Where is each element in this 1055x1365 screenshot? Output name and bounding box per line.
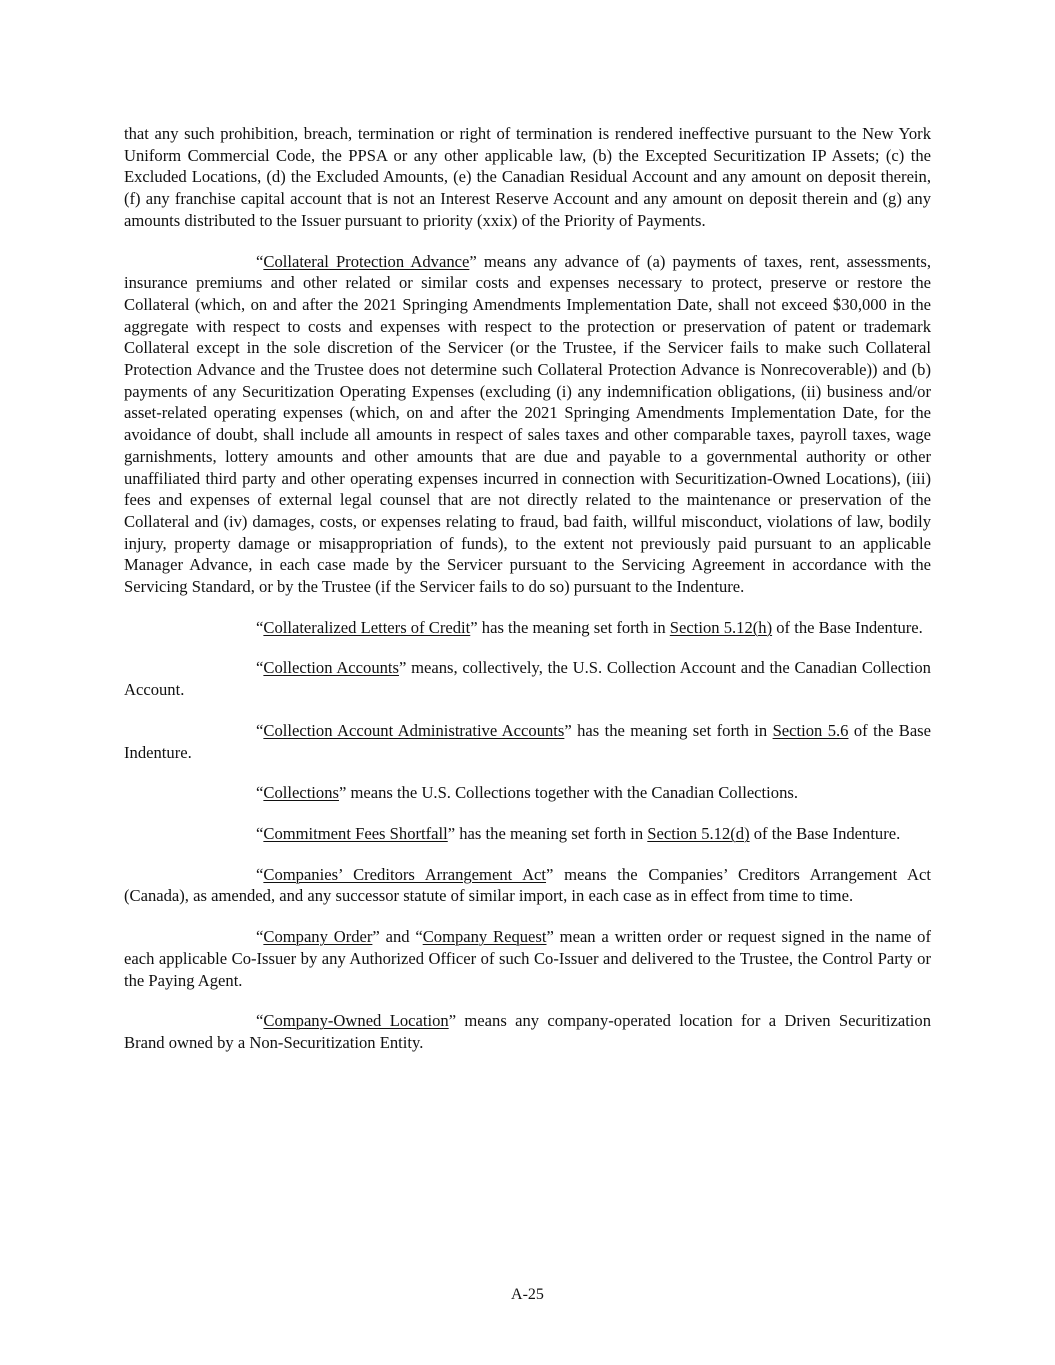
definition-text: ” has the meaning set forth in bbox=[470, 617, 670, 637]
definition-collection-account-administrative-accounts bbox=[124, 720, 931, 763]
open-quote: “ bbox=[256, 658, 264, 678]
open-quote: “ bbox=[256, 823, 264, 843]
section-reference: Section 5.6 bbox=[772, 720, 849, 740]
open-quote: “ bbox=[256, 864, 264, 884]
definition-text: ” has the meaning set forth in bbox=[447, 823, 648, 843]
definition-text: ” means, collectively, the U.S. Collection Account and the Canadian Collection Account. bbox=[124, 658, 931, 700]
defined-term: Company-Owned Location bbox=[263, 1011, 449, 1031]
definition-companies-creditors-arrangement-act bbox=[124, 864, 931, 907]
page-number: A-25 bbox=[511, 1286, 544, 1303]
definition-commitment-fees-shortfall bbox=[124, 823, 931, 845]
definition-collateral-protection-advance bbox=[124, 251, 931, 598]
definition-text: ” means any company-operated location for a Driven Securitization Brand owned by a Non-Securitization Entity. bbox=[124, 1011, 932, 1052]
defined-term: Collections bbox=[263, 783, 339, 803]
definition-text: of the Base Indenture. bbox=[772, 617, 923, 637]
section-reference: Section 5.12(h) bbox=[669, 617, 773, 637]
open-quote: “ bbox=[256, 1011, 264, 1031]
definition-text: ” means any advance of (a) payments of taxes, rent, assessments, insurance premiums and other related or similar costs and expenses necessary to protect, preserve or restore the Collateral (which, on and after the 2021 Springing Amendments Implementation Date, shall not exceed $30,000 in the aggregate with respect to costs and expenses with respect to the protection or preservation of patent or trademark Collateral except in the sole discretion of the Servicer (or the Trustee, if the Servicer fails to make such Collateral Protection Advance and the Trustee does not determine such Collateral Protection Advance is Nonrecoverable)) and (b) payments of any Securitization Operating Expenses (excluding (i) any indemnification obligations, (ii) business and/or asset-related operating expenses (which, on and after the 2021 Springing Amendments Implementation Date, for the avoidance of doubt, shall include all amounts in respect of sales taxes and other comparable taxes, payroll taxes, wage garnishments, lottery amounts and other amounts that are due and payable to a governmental authority or other unaffiliated third party and other operating expenses incurred in connection with Securitization-Owned Locations), (iii) fees and expenses of external legal counsel that are not directly related to the maintenance or preservation of the Collateral and (iv) damages, costs, or expenses relating to fraud, bad faith, willful misconduct, violations of law, bodily injury, property damage or misappropriation of funds), to the extent not previously paid pursuant to an applicable Manager Advance, in each case made by the Servicer pursuant to the Servicing Agreement in accordance with the Servicing Standard, or by the Trustee (if the Servicer fails to do so) pursuant to the Indenture. bbox=[124, 251, 931, 597]
defined-term: Collateralized Letters of Credit bbox=[263, 617, 471, 637]
open-quote: “ bbox=[256, 783, 264, 803]
definition-company-owned-location bbox=[124, 1010, 931, 1053]
defined-term: Collateral Protection Advance bbox=[263, 251, 470, 271]
defined-term: Collection Account Administrative Accounts bbox=[263, 720, 565, 740]
definition-text: ” mean a written order or request signed in the name of each applicable Co-Issuer by any Authorized Officer of such Co-Issuer and delivered to the Trustee, the Control Party or the Paying Agent. bbox=[124, 927, 931, 990]
open-quote: “ bbox=[256, 617, 264, 637]
open-quote: “ bbox=[256, 251, 264, 271]
defined-term: Collection Accounts bbox=[263, 658, 399, 678]
definition-collections bbox=[124, 782, 931, 804]
definition-text: ” means the Companies’ Creditors Arrangement Act (Canada), as amended, and any successor statute of similar import, in each case as in effect from time to time. bbox=[124, 864, 931, 906]
defined-term-2: Company Request bbox=[422, 927, 547, 947]
defined-term: Companies’ Creditors Arrangement Act bbox=[263, 864, 547, 884]
definition-text: ” has the meaning set forth in bbox=[564, 720, 773, 740]
intro-paragraph: that any such prohibition, breach, termination or right of termination is rendered ineffective pursuant to the New York Uniform Commercial Code, the PPSA or any other applicable law, (b) the Excepted Securitization IP Assets; (c) the Excluded Locations, (d) the Excluded Amounts, (e) the Canadian Residual Account and any amount on deposit therein, (f) any franchise capital account that is not an Interest Reserve Account and any amount on deposit therein and (g) any amounts distributed to the Issuer pursuant to priority (xxix) of the Priority of Payments. bbox=[124, 124, 931, 230]
term-connector: ” and “ bbox=[372, 927, 423, 947]
defined-term: Commitment Fees Shortfall bbox=[263, 823, 448, 843]
open-quote: “ bbox=[256, 720, 264, 740]
definition-text: of the Base Indenture. bbox=[749, 823, 901, 843]
definition-text: ” means the U.S. Collections together with the Canadian Collections. bbox=[338, 783, 798, 803]
definition-collateralized-letters-of-credit bbox=[124, 617, 931, 639]
defined-term: Company Order bbox=[263, 927, 373, 947]
section-reference: Section 5.12(d) bbox=[647, 823, 750, 843]
open-quote: “ bbox=[256, 927, 264, 947]
definition-text: of the Base Indenture. bbox=[124, 720, 932, 762]
definition-company-order-request bbox=[124, 926, 931, 991]
definition-collection-accounts bbox=[124, 657, 931, 700]
